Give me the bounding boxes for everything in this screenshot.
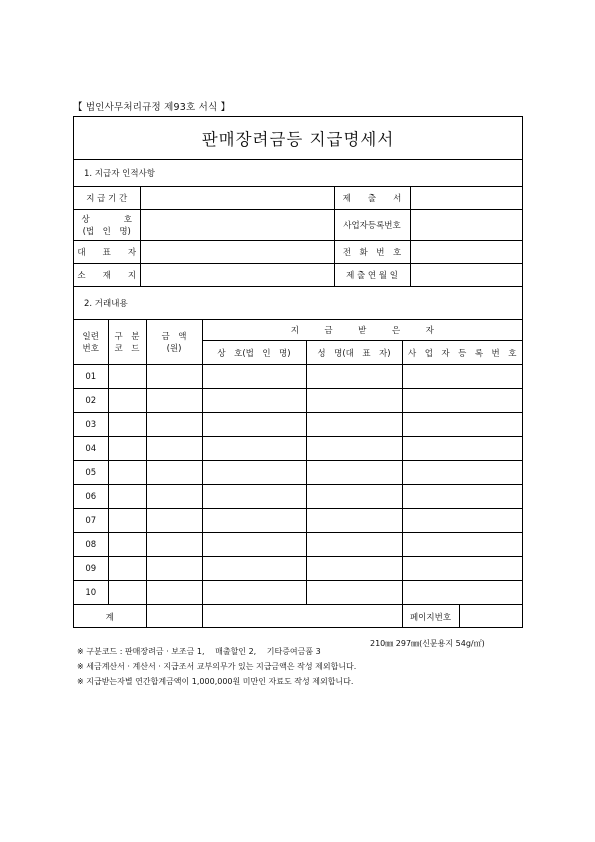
row-code-field[interactable] bbox=[108, 389, 146, 413]
row-company-field[interactable] bbox=[202, 389, 306, 413]
table-row bbox=[74, 413, 522, 437]
total-blank bbox=[202, 605, 402, 629]
payer-info-table bbox=[74, 187, 522, 287]
header-code bbox=[108, 320, 146, 365]
field-address[interactable] bbox=[140, 264, 334, 287]
label-company-bottom: (법 인 명) bbox=[82, 227, 131, 237]
row-name-field[interactable] bbox=[306, 533, 402, 557]
label-submit-date: 제 출 연 월 일 bbox=[334, 264, 410, 287]
header-seq bbox=[74, 320, 108, 365]
row-company-field[interactable] bbox=[202, 437, 306, 461]
table-row bbox=[74, 557, 522, 581]
row-seq: 04 bbox=[74, 437, 108, 461]
header-recipient-reg: 사 업 자 등 록 번 호 bbox=[402, 341, 522, 365]
row-amount-field[interactable] bbox=[146, 581, 202, 605]
row-name-field[interactable] bbox=[306, 413, 402, 437]
row-name-field[interactable] bbox=[306, 437, 402, 461]
transactions-table bbox=[74, 319, 522, 628]
field-phone[interactable] bbox=[410, 241, 522, 264]
section-payer-info: 1. 지급자 인적사항 bbox=[74, 160, 522, 187]
row-amount-field[interactable] bbox=[146, 509, 202, 533]
row-code-field[interactable] bbox=[108, 557, 146, 581]
row-seq: 07 bbox=[74, 509, 108, 533]
row-amount-field[interactable] bbox=[146, 437, 202, 461]
row-company-field[interactable] bbox=[202, 485, 306, 509]
payer-row-period bbox=[74, 187, 522, 210]
field-period[interactable] bbox=[140, 187, 334, 210]
total-label: 계 bbox=[74, 605, 146, 629]
row-reg-field[interactable] bbox=[402, 581, 522, 605]
row-amount-field[interactable] bbox=[146, 557, 202, 581]
payer-row-ceo bbox=[74, 241, 522, 264]
row-seq: 05 bbox=[74, 461, 108, 485]
page-number-cell bbox=[402, 605, 522, 629]
row-reg-field[interactable] bbox=[402, 485, 522, 509]
payer-row-company bbox=[74, 210, 522, 241]
field-ceo[interactable] bbox=[140, 241, 334, 264]
row-code-field[interactable] bbox=[108, 461, 146, 485]
row-seq: 08 bbox=[74, 533, 108, 557]
row-name-field[interactable] bbox=[306, 461, 402, 485]
row-code-field[interactable] bbox=[108, 509, 146, 533]
row-amount-field[interactable] bbox=[146, 389, 202, 413]
row-code-field[interactable] bbox=[108, 533, 146, 557]
row-company-field[interactable] bbox=[202, 533, 306, 557]
row-company-field[interactable] bbox=[202, 509, 306, 533]
row-name-field[interactable] bbox=[306, 557, 402, 581]
row-amount-field[interactable] bbox=[146, 533, 202, 557]
table-row bbox=[74, 581, 522, 605]
row-reg-field[interactable] bbox=[402, 437, 522, 461]
row-name-field[interactable] bbox=[306, 581, 402, 605]
row-seq: 10 bbox=[74, 581, 108, 605]
header-amount bbox=[146, 320, 202, 365]
field-reg-no[interactable] bbox=[410, 210, 522, 241]
row-company-field[interactable] bbox=[202, 365, 306, 389]
header-seq-bottom: 번호 bbox=[82, 344, 99, 354]
header-amount-bottom: (원) bbox=[166, 344, 182, 354]
payment-statement-form bbox=[73, 116, 523, 628]
table-row bbox=[74, 365, 522, 389]
row-amount-field[interactable] bbox=[146, 461, 202, 485]
footnote-3: ※ 지급받는자별 연간합계금액이 1,000,000원 미만인 자료도 작성 제외합니다. bbox=[77, 677, 354, 686]
footnote-2: ※ 세금계산서 · 계산서 · 지급조서 교부의무가 있는 지급금액은 작성 제외합니다. bbox=[77, 662, 357, 671]
table-row bbox=[74, 509, 522, 533]
label-address: 소 재 지 bbox=[74, 264, 140, 287]
row-name-field[interactable] bbox=[306, 389, 402, 413]
table-row bbox=[74, 437, 522, 461]
row-name-field[interactable] bbox=[306, 485, 402, 509]
row-amount-field[interactable] bbox=[146, 413, 202, 437]
row-code-field[interactable] bbox=[108, 485, 146, 509]
label-phone: 전 화 번 호 bbox=[334, 241, 410, 264]
label-submitter: 제 출 서 bbox=[334, 187, 410, 210]
table-row bbox=[74, 389, 522, 413]
row-reg-field[interactable] bbox=[402, 389, 522, 413]
header-code-top: 구 분 bbox=[114, 332, 140, 342]
row-seq: 06 bbox=[74, 485, 108, 509]
header-seq-top: 일련 bbox=[82, 332, 99, 342]
tx-total-row bbox=[74, 605, 522, 629]
row-reg-field[interactable] bbox=[402, 461, 522, 485]
row-reg-field[interactable] bbox=[402, 365, 522, 389]
form-caption: 【 법인사무처리규정 제93호 서식 】 bbox=[73, 102, 231, 113]
header-amount-top: 금 액 bbox=[161, 332, 187, 342]
table-row bbox=[74, 533, 522, 557]
header-recipient-name: 성 명(대 표 자) bbox=[306, 341, 402, 365]
row-code-field[interactable] bbox=[108, 437, 146, 461]
row-seq: 03 bbox=[74, 413, 108, 437]
header-recipient-company: 상 호(법 인 명) bbox=[202, 341, 306, 365]
row-company-field[interactable] bbox=[202, 461, 306, 485]
paper-size-note: 210㎜ 297㎜(신문용지 54g/㎡) bbox=[370, 639, 485, 648]
row-reg-field[interactable] bbox=[402, 509, 522, 533]
row-code-field[interactable] bbox=[108, 413, 146, 437]
section-transactions: 2. 거래내용 bbox=[84, 299, 128, 309]
field-submit-date[interactable] bbox=[410, 264, 522, 287]
row-name-field[interactable] bbox=[306, 365, 402, 389]
row-reg-field[interactable] bbox=[402, 557, 522, 581]
label-company-top: 상 호 bbox=[81, 215, 132, 225]
footnote-1: ※ 구분코드 : 판매장려금 · 보조금 1, 매출할인 2, 기타증여금품 3 bbox=[77, 647, 321, 656]
row-company-field[interactable] bbox=[202, 413, 306, 437]
field-submitter[interactable] bbox=[410, 187, 522, 210]
row-code-field[interactable] bbox=[108, 365, 146, 389]
label-period: 지 급 기 간 bbox=[74, 187, 140, 210]
label-company bbox=[74, 210, 140, 241]
row-seq: 02 bbox=[74, 389, 108, 413]
label-ceo: 대 표 자 bbox=[74, 241, 140, 264]
header-recipient: 지 금 받 은 자 bbox=[202, 320, 522, 341]
label-reg-no: 사업자등록번호 bbox=[334, 210, 410, 241]
form-title: 판매장려금등 지급명세서 bbox=[74, 117, 522, 160]
row-seq: 09 bbox=[74, 557, 108, 581]
table-row bbox=[74, 485, 522, 509]
tx-header-row-1 bbox=[74, 320, 522, 341]
row-amount-field[interactable] bbox=[146, 365, 202, 389]
field-company[interactable] bbox=[140, 210, 334, 241]
row-code-field[interactable] bbox=[108, 581, 146, 605]
table-row bbox=[74, 461, 522, 485]
page-number-field[interactable] bbox=[460, 605, 523, 628]
header-code-bottom: 코 드 bbox=[114, 344, 140, 354]
page-number-label: 페이지번호 bbox=[403, 605, 460, 628]
row-name-field[interactable] bbox=[306, 509, 402, 533]
row-company-field[interactable] bbox=[202, 557, 306, 581]
row-amount-field[interactable] bbox=[146, 485, 202, 509]
row-reg-field[interactable] bbox=[402, 413, 522, 437]
row-seq: 01 bbox=[74, 365, 108, 389]
footnotes bbox=[77, 644, 356, 689]
row-company-field[interactable] bbox=[202, 581, 306, 605]
total-amount-field[interactable] bbox=[146, 605, 202, 629]
payer-row-address bbox=[74, 264, 522, 287]
row-reg-field[interactable] bbox=[402, 533, 522, 557]
